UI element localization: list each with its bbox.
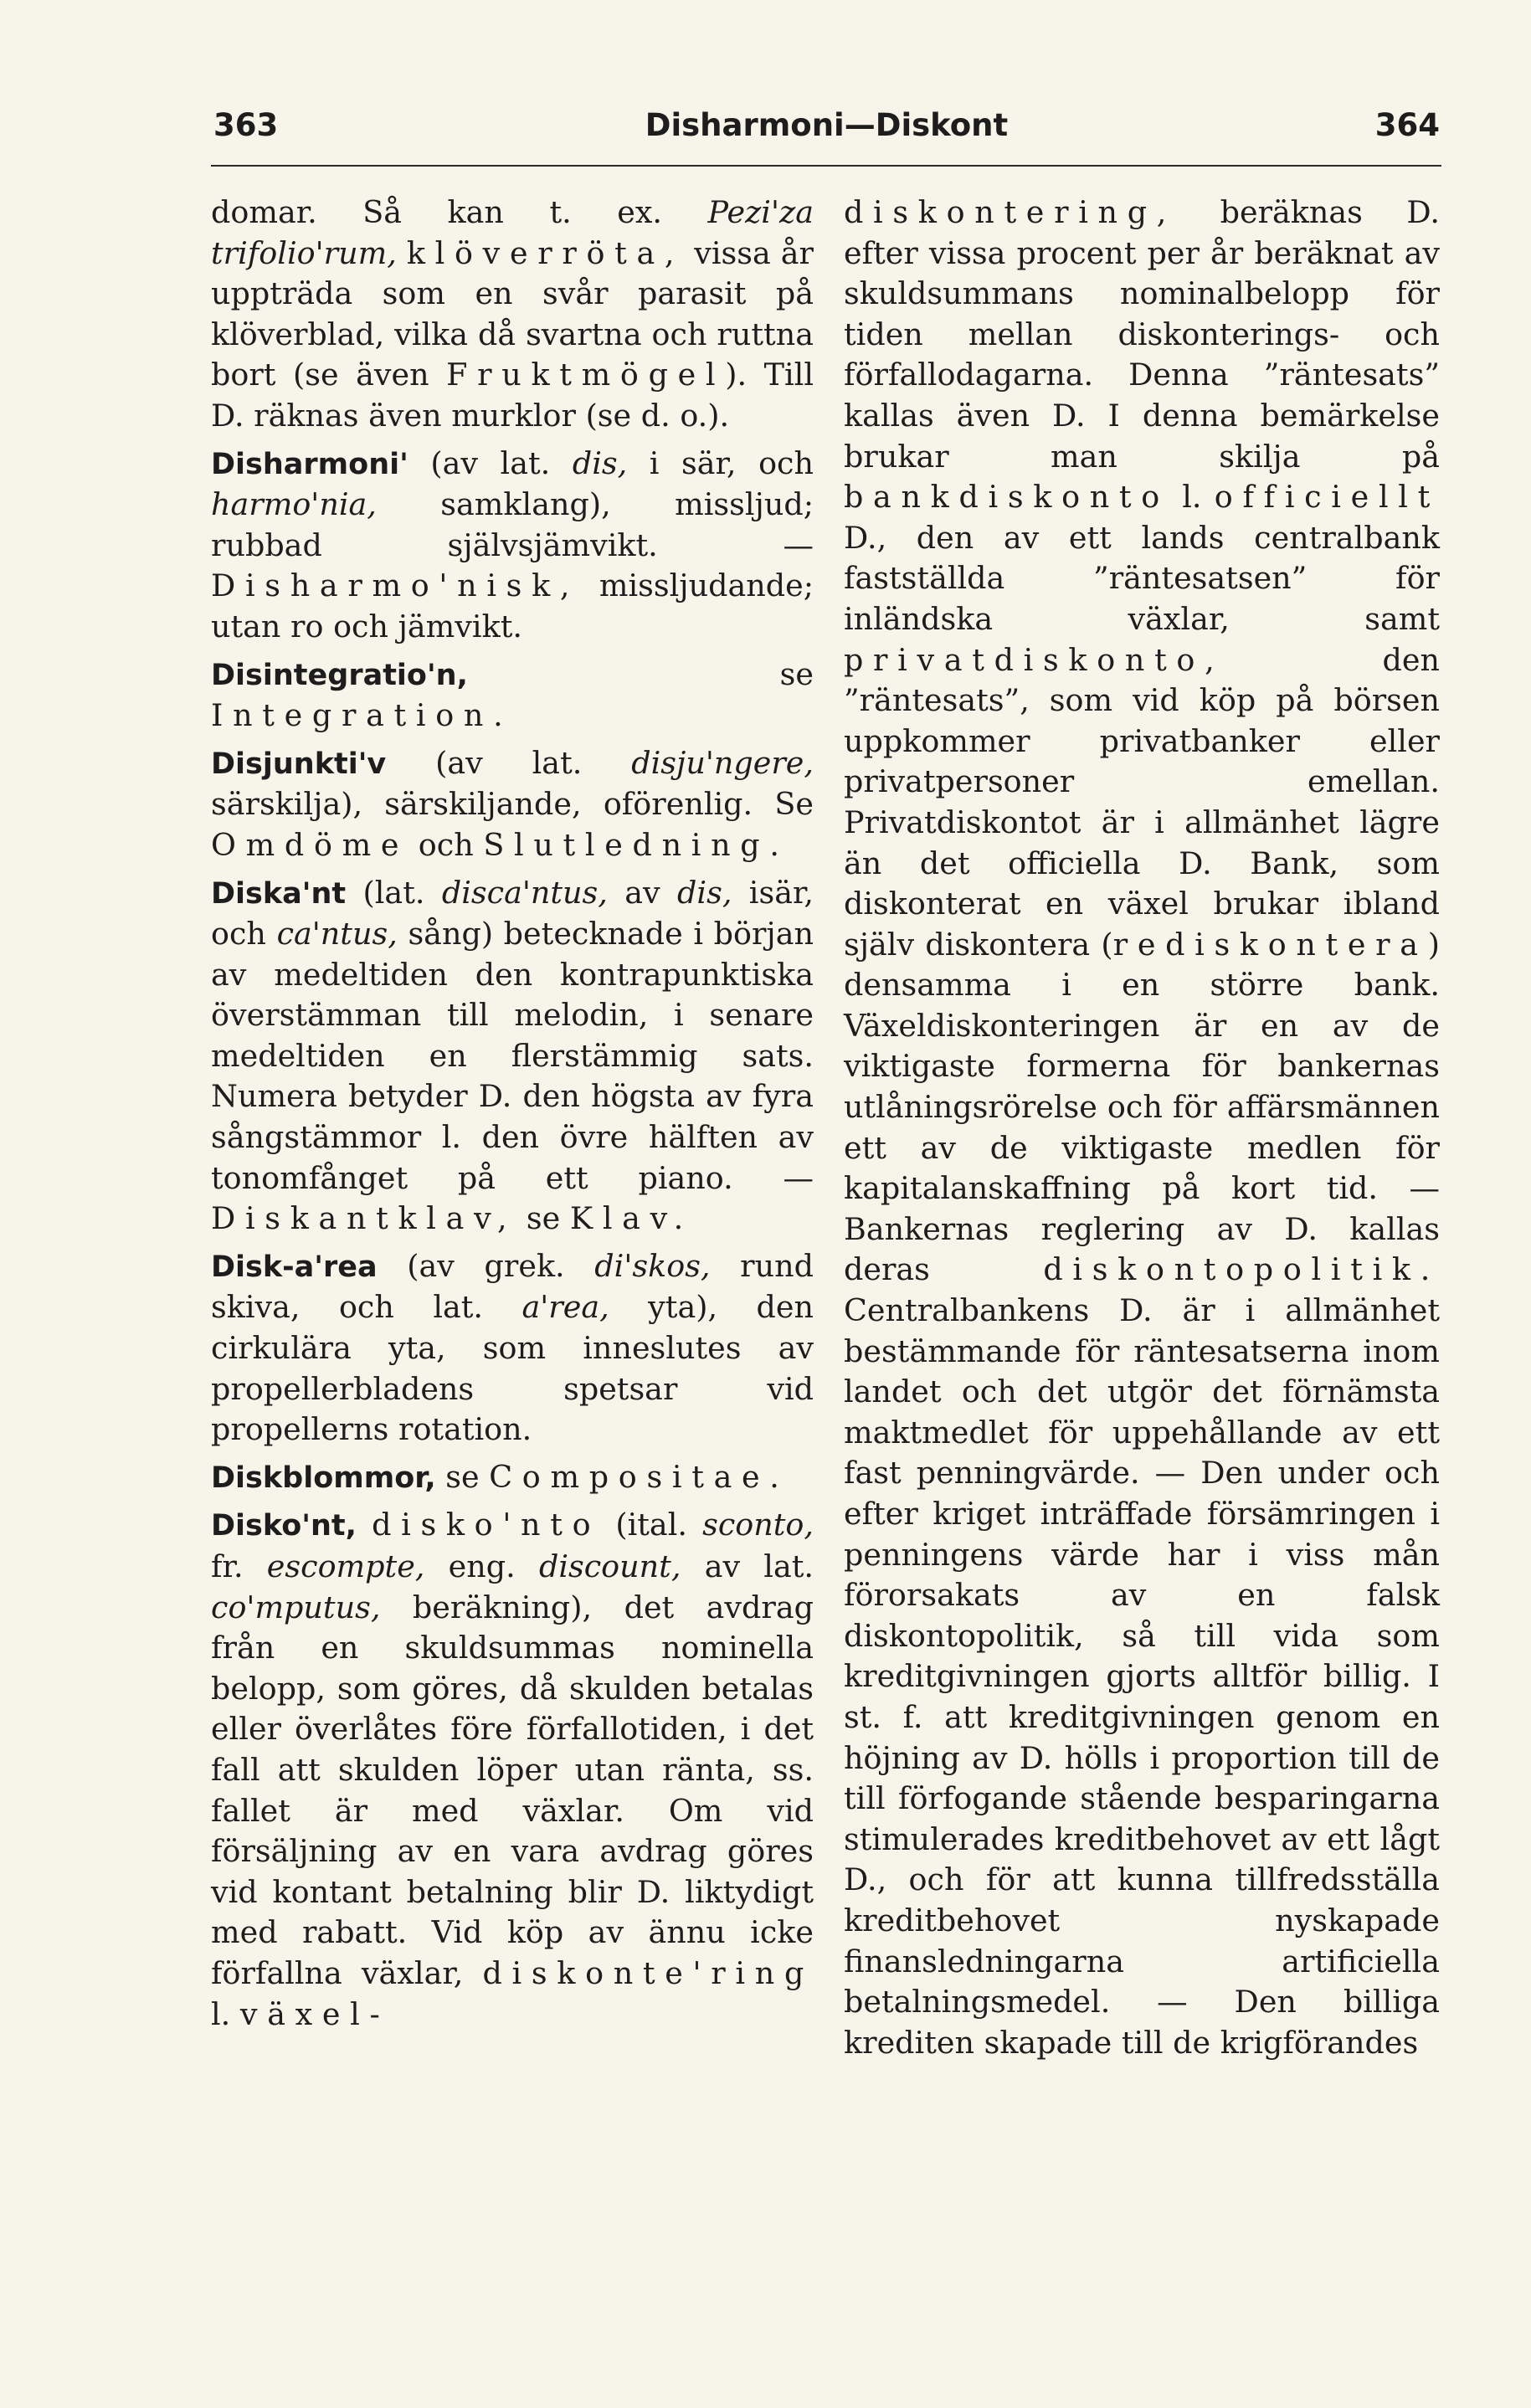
text: l. (211, 1995, 240, 2032)
spaced-term: rediskontera (1112, 926, 1428, 963)
text: isär, och (211, 874, 814, 952)
page-number-right: 364 (1374, 107, 1440, 143)
text: beräkning), det avdrag från en skuldsummas nominella belopp, som göres, då skulden betalas eller överlåtes före förfallotiden, i det fall att skulden löper utan ränta, ss. fallet är med växlar. Om vid försäljning av en vara avdrag göres vid kontant betalning blir D. liktydigt med rabatt. Vid köp av ännu icke förfallna växlar, (211, 1589, 814, 1991)
text: (av grek. (377, 1247, 595, 1284)
spaced-term: diskontopolitik. (1043, 1251, 1440, 1288)
entry-disjunktiv (211, 743, 814, 866)
text: yta), den cirkulära yta, som inneslutes av propellerbladens spetsar vid propellerns rotation. (211, 1289, 814, 1448)
entry-headword: Disjunkti'v (211, 747, 387, 781)
text: eng. (424, 1548, 539, 1584)
text: av (607, 874, 678, 911)
entry-disk-area (211, 1246, 814, 1450)
text: (lat. (346, 874, 442, 911)
latin-term: harmo'nia, (211, 486, 377, 523)
text: i sär, och (627, 444, 814, 481)
spaced-term: Disharmo'nisk, (211, 567, 580, 604)
text (397, 235, 407, 271)
spaced-term: diskonte'ring (482, 1954, 814, 1991)
text: Centralbankens D. är i allmänhet bestämmande för räntesatserna inom landet och det utgör det förnämsta maktmedlet för uppehållande av ett fast penningvärde. — Den under och efter kriget inträffade försämringen i penningens värde har i viss mån förorsakats av en falsk diskontopolitik, så till vida som kreditgivningen gjorts alltför billig. I st. f. att kreditgivningen genom en höjning av D. hölls i proportion till de till förfogande stående besparingarna stimulerades kreditbehovet av ett lågt D., och för att kunna tillfredsställa kreditbehovet nyskapade finansledningarna artificiella betalningsmedel. — Den billiga krediten skapade till de krigförandes (844, 1292, 1440, 2061)
entry-headword: Disharmoni' (211, 447, 408, 481)
italian-term: sconto, (702, 1507, 814, 1543)
right-column (844, 193, 1440, 2063)
text: D., den av ett lands centralbank fastställda ”räntesatsen” för inländska växlar, samt (844, 519, 1440, 637)
text: särskilja), särskiljande, oförenlig. Se (211, 786, 814, 823)
entry-diskblommor (211, 1457, 814, 1499)
spaced-term: Diskantklav, (211, 1200, 517, 1237)
spaced-term: privatdiskonto, (844, 641, 1225, 678)
latin-term: Pezi'za trifolio'rum, (211, 194, 814, 271)
text: se (516, 1200, 570, 1237)
spaced-term: klöverröta, (406, 234, 685, 271)
text: se (467, 655, 814, 692)
entry-diskont-continuation (844, 193, 1440, 2063)
cross-reference: Integration. (211, 697, 513, 734)
text: vissa år uppträda som en svår parasit på klöverblad, vilka då svartna och ruttna bort (se även (211, 234, 814, 393)
cross-reference: Klav. (569, 1200, 693, 1237)
text: av lat. (681, 1548, 814, 1584)
entry-pezizza-continuation (211, 193, 814, 437)
page-number-left: 363 (213, 107, 279, 143)
spaced-term: diskontering, (844, 194, 1177, 230)
spaced-term: disko'nto (372, 1507, 601, 1543)
left-column (211, 193, 814, 2035)
cross-reference: Compositae. (489, 1458, 789, 1495)
latin-term: co'mputus, (211, 1589, 381, 1625)
text: (ital. (600, 1507, 703, 1543)
text: (av lat. (386, 744, 632, 781)
text: l. (1169, 479, 1215, 516)
text: sång) betecknade i början av medeltiden den kontrapunktiska överstämman till melodin, i senare medeltiden en flerstämmig sats. Numera betyder D. den högsta av fyra sångstämmor l. den övre hälften av tonomfånget på ett piano. — (211, 916, 814, 1196)
running-title: Disharmoni—Diskont (645, 107, 1009, 143)
entry-headword: Disintegratio'n, (211, 658, 468, 692)
cross-reference: Slutledning. (483, 826, 789, 863)
latin-term: a'rea, (521, 1289, 609, 1326)
greek-term: di'skos, (594, 1247, 711, 1284)
text: missljudande; utan ro och jämvikt. (211, 567, 814, 644)
english-term: discount, (538, 1548, 681, 1584)
spaced-term: växel- (239, 1995, 390, 2032)
spaced-term: bankdiskonto (844, 479, 1169, 516)
spaced-term: officiellt (1214, 479, 1440, 516)
text: och (408, 826, 484, 863)
entry-diskont (211, 1505, 814, 2035)
entry-headword: Diskblommor, (211, 1461, 436, 1495)
latin-term: dis, (572, 444, 628, 481)
text: se (435, 1458, 490, 1495)
cross-reference: Omdöme (211, 826, 409, 863)
latin-term: ca'ntus, (276, 916, 398, 952)
entry-diskant (211, 873, 814, 1240)
entry-disharmoni (211, 444, 814, 648)
cross-reference: Fruktmögel (446, 357, 726, 393)
page-header (213, 107, 1440, 154)
text (357, 1507, 372, 1543)
text: samklang), missljud; rubbad självsjämvikt. — (211, 486, 814, 563)
entry-headword: Diska'nt (211, 876, 347, 911)
entry-headword: Disko'nt, (211, 1509, 357, 1543)
header-rule (211, 165, 1441, 167)
entry-headword: Disk-a'rea (211, 1250, 378, 1284)
text: domar. Så kan t. ex. (211, 194, 708, 230)
text: den ”räntesats”, som vid köp på börsen uppkommer privatbanker eller privatpersoner emellan. Privatdiskontot är i allmänhet lägre än det officiella D. Bank, som diskonterat en växel brukar ibland själv diskontera ( (844, 641, 1440, 963)
latin-term: disca'ntus, (441, 874, 608, 911)
text: ). Till D. räknas även murklor (se d. o.). (211, 357, 814, 434)
text: ) densamma i en större bank. Växeldiskonteringen är en av de viktigaste formerna för bankernas utlåningsrörelse och för affärsmännen ett av de viktigaste medlen för kapitalanskaffning på kort tid. — Bankernas reglering av D. kallas deras (844, 926, 1440, 1288)
latin-term: disju'ngere, (631, 744, 814, 781)
text: fr. (211, 1548, 267, 1584)
text: rund skiva, och lat. (211, 1247, 814, 1326)
entry-disintegration (211, 655, 814, 737)
latin-term: dis, (677, 874, 732, 911)
text: (av lat. (408, 444, 573, 481)
text: beräknas D. efter vissa procent per år beräknat av skuldsummans nominalbelopp för tiden mellan diskonterings- och förfallodagarna. Denna ”räntesats” kallas även D. I denna bemärkelse brukar man skilja på (844, 194, 1440, 475)
french-term: escompte, (266, 1548, 425, 1584)
